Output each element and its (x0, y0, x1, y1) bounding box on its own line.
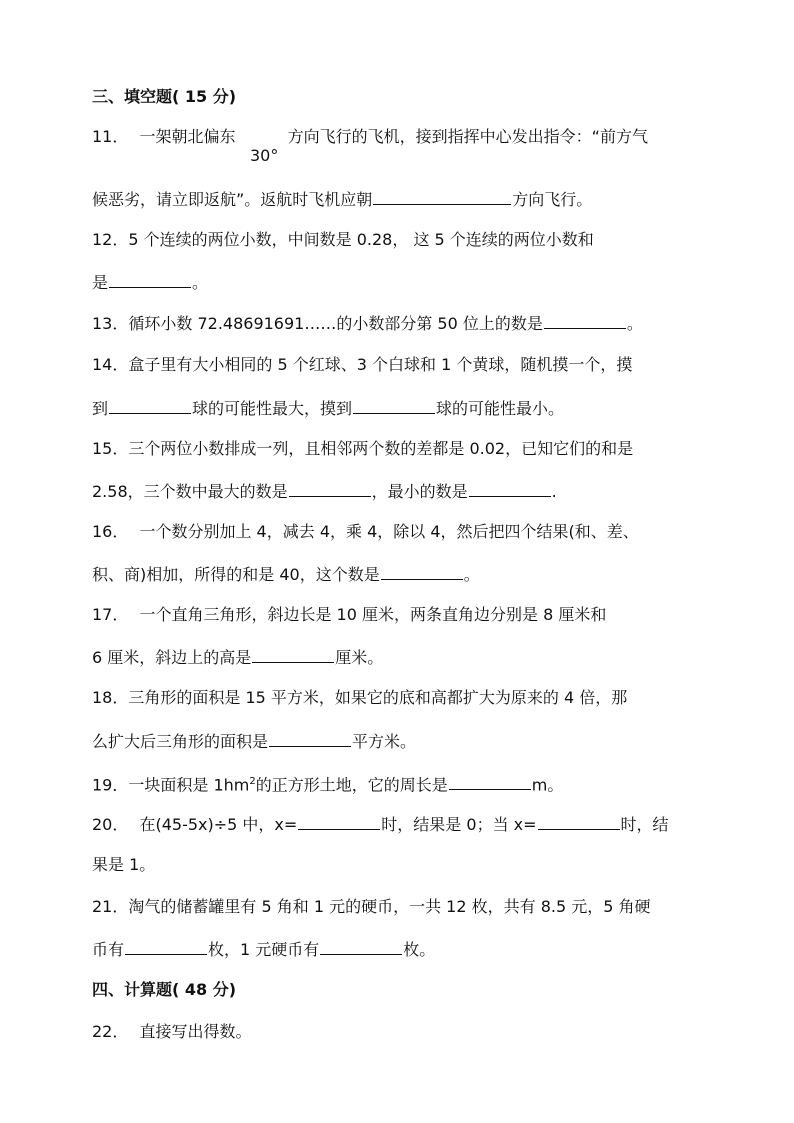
answer-blank[interactable] (381, 563, 463, 580)
question-number: 19． (92, 775, 129, 795)
answer-blank[interactable] (289, 480, 371, 497)
question-number: 17． (92, 605, 129, 624)
question-12-line-1: 12．5 个连续的两位小数，中间数是 0.28， 这 5 个连续的两位小数和 (92, 230, 594, 249)
question-16-line-1: 16． 一个数分别加上 4，减去 4，乘 4，除以 4，然后把四个结果(和、差、 (92, 522, 639, 541)
answer-blank[interactable] (544, 312, 626, 329)
answer-blank[interactable] (353, 397, 435, 414)
question-12-line-2: 是 。 (92, 273, 209, 292)
answer-blank[interactable] (252, 646, 334, 663)
question-number: 14． (92, 355, 129, 374)
question-19: 19．一块面积是 $1hm^2$的正方形土地，它的周长是 m。 (92, 775, 564, 795)
question-16-line-2: 积、商)相加，所得的和是 40，这个数是 。 (92, 565, 480, 584)
answer-blank[interactable] (538, 813, 620, 830)
answer-blank[interactable] (109, 271, 191, 288)
question-number: 21． (92, 897, 129, 916)
answer-blank[interactable] (298, 813, 380, 830)
question-17-line-1: 17． 一个直角三角形，斜边长是 10 厘米，两条直角边分别是 8 厘米和 (92, 605, 607, 624)
question-number: 12． (92, 230, 129, 249)
question-number: 20． (92, 815, 129, 834)
question-18-line-1: 18．三角形的面积是 15 平方米，如果它的底和高都扩大为原来的 4 倍，那 (92, 688, 628, 707)
answer-blank[interactable] (109, 397, 191, 414)
question-17-line-2: 6 厘米，斜边上的高是 厘米。 (92, 648, 384, 667)
question-21-line-2: 币有 枚，1 元硬币有 枚。 (92, 940, 436, 959)
question-number: 11． (92, 127, 129, 146)
question-20-line-2: 果是 1。 (92, 855, 156, 874)
question-number: 16． (92, 522, 129, 541)
answer-blank[interactable] (469, 480, 551, 497)
question-13: 13．循环小数 72.48691691……的小数部分第 50 位上的数是 。 (92, 314, 643, 333)
answer-blank[interactable] (449, 773, 531, 790)
question-number: 15． (92, 439, 129, 458)
question-14-line-2: 到 球的可能性最大，摸到 球的可能性最小。 (92, 399, 565, 418)
question-15-line-1: 15．三个两位小数排成一列，且相邻两个数的差都是 0.02，已知它们的和是 (92, 439, 634, 458)
question-11-line-1: 11． 一架朝北偏东 方向飞行的飞机，接到指挥中心发出指令：“前方气 (92, 127, 648, 146)
question-22: 22． 直接写出得数。 (92, 1022, 252, 1041)
question-14-line-1: 14．盒子里有大小相同的 5 个红球、3 个白球和 1 个黄球，随机摸一个，摸 (92, 355, 633, 374)
answer-blank[interactable] (320, 938, 402, 955)
question-11-line-2: 候恶劣，请立即返航”。返航时飞机应朝 方向飞行。 (92, 190, 593, 209)
question-15-line-2: 2.58，三个数中最大的数是 ，最小的数是 . (92, 482, 557, 501)
question-20-line-1: 20． 在(45-5x)÷5 中，x= 时，结果是 0；当 x= 时，结 (92, 815, 669, 834)
question-number: 13． (92, 314, 129, 333)
section-3-title: 三、填空题( 15 分) (92, 87, 237, 106)
question-21-line-1: 21．淘气的储蓄罐里有 5 角和 1 元的硬币，一共 12 枚，共有 8.5 元，5 角硬 (92, 897, 651, 916)
question-number: 18． (92, 688, 129, 707)
section-4-title: 四、计算题( 48 分) (92, 980, 237, 999)
answer-blank[interactable] (125, 938, 207, 955)
angle-30-degrees: 30° (250, 146, 279, 165)
question-18-line-2: 么扩大后三角形的面积是 平方米。 (92, 732, 417, 751)
question-number: 22． (92, 1022, 129, 1041)
answer-blank[interactable] (269, 730, 351, 747)
answer-blank[interactable] (373, 188, 511, 205)
